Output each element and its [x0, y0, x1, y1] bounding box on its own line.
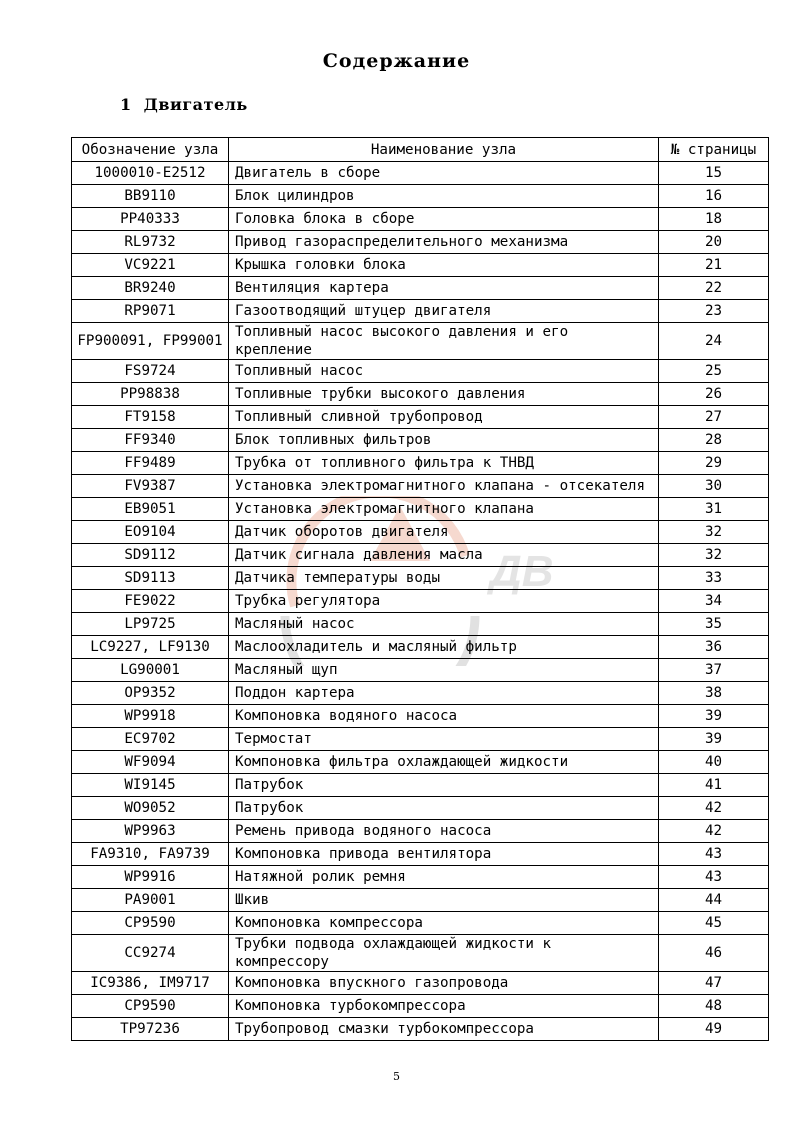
table-row: [72, 475, 769, 498]
cell-code: LP9725: [72, 613, 229, 636]
table-row: [72, 751, 769, 774]
column-header-code: Обозначение узла: [72, 138, 229, 162]
table-row: [72, 705, 769, 728]
cell-name: Датчик сигнала давления масла: [229, 544, 659, 567]
cell-code: WP9916: [72, 866, 229, 889]
cell-name: Патрубок: [229, 774, 659, 797]
cell-name: Компоновка фильтра охлаждающей жидкости: [229, 751, 659, 774]
cell-code: BR9240: [72, 277, 229, 300]
cell-name: Датчика температуры воды: [229, 567, 659, 590]
cell-page: 49: [659, 1018, 769, 1041]
cell-page: 41: [659, 774, 769, 797]
cell-code: CP9590: [72, 995, 229, 1018]
cell-name: Газоотводящий штуцер двигателя: [229, 300, 659, 323]
cell-code: EO9104: [72, 521, 229, 544]
cell-page: 29: [659, 452, 769, 475]
table-row: [72, 300, 769, 323]
cell-name: Крышка головки блока: [229, 254, 659, 277]
table-row: [72, 935, 769, 972]
cell-page: 22: [659, 277, 769, 300]
cell-page: 38: [659, 682, 769, 705]
cell-page: 33: [659, 567, 769, 590]
table-row: [72, 208, 769, 231]
cell-name: Блок топливных фильтров: [229, 429, 659, 452]
cell-name: Компоновка привода вентилятора: [229, 843, 659, 866]
cell-code: SD9112: [72, 544, 229, 567]
table-row: [72, 774, 769, 797]
cell-page: 18: [659, 208, 769, 231]
cell-page: 16: [659, 185, 769, 208]
cell-page: 28: [659, 429, 769, 452]
cell-code: WI9145: [72, 774, 229, 797]
table-row: [72, 544, 769, 567]
cell-name: Трубки подвода охлаждающей жидкости к компрессору: [229, 935, 659, 972]
cell-code: EC9702: [72, 728, 229, 751]
cell-name: Компоновка впускного газопровода: [229, 972, 659, 995]
cell-page: 43: [659, 866, 769, 889]
cell-page: 45: [659, 912, 769, 935]
cell-page: 32: [659, 544, 769, 567]
cell-page: 30: [659, 475, 769, 498]
table-row: [72, 659, 769, 682]
table-row: [72, 843, 769, 866]
cell-code: CP9590: [72, 912, 229, 935]
cell-page: 20: [659, 231, 769, 254]
cell-code: LG90001: [72, 659, 229, 682]
cell-name: Натяжной ролик ремня: [229, 866, 659, 889]
cell-name: Вентиляция картера: [229, 277, 659, 300]
cell-code: LC9227, LF9130: [72, 636, 229, 659]
table-row: [72, 1018, 769, 1041]
cell-name: Масляный насос: [229, 613, 659, 636]
table-row: [72, 360, 769, 383]
cell-page: 25: [659, 360, 769, 383]
cell-name: Трубка регулятора: [229, 590, 659, 613]
cell-name: Головка блока в сборе: [229, 208, 659, 231]
cell-page: 43: [659, 843, 769, 866]
cell-page: 36: [659, 636, 769, 659]
cell-code: FS9724: [72, 360, 229, 383]
cell-code: IC9386, IM9717: [72, 972, 229, 995]
table-row: [72, 452, 769, 475]
cell-name: Топливный насос высокого давления и его крепление: [229, 323, 659, 360]
table-row: [72, 613, 769, 636]
cell-name: Датчик оборотов двигателя: [229, 521, 659, 544]
cell-name: Топливные трубки высокого давления: [229, 383, 659, 406]
section-number: 1: [120, 95, 132, 114]
table-row: [72, 383, 769, 406]
cell-name: Маслоохладитель и масляный фильтр: [229, 636, 659, 659]
cell-page: 32: [659, 521, 769, 544]
cell-name: Двигатель в сборе: [229, 162, 659, 185]
page-number: 5: [393, 1070, 400, 1083]
cell-page: 35: [659, 613, 769, 636]
cell-name: Масляный щуп: [229, 659, 659, 682]
table-row: [72, 406, 769, 429]
table-row: [72, 682, 769, 705]
cell-name: Трубка от топливного фильтра к ТНВД: [229, 452, 659, 475]
section-heading: [120, 94, 248, 116]
cell-page: 48: [659, 995, 769, 1018]
page-title: Содержание: [322, 50, 471, 72]
cell-code: FA9310, FA9739: [72, 843, 229, 866]
cell-page: 23: [659, 300, 769, 323]
cell-code: FP900091, FP99001: [72, 323, 229, 360]
cell-name: Патрубок: [229, 797, 659, 820]
cell-code: WO9052: [72, 797, 229, 820]
cell-code: FF9489: [72, 452, 229, 475]
cell-page: 40: [659, 751, 769, 774]
contents-table: [71, 137, 769, 1041]
table-body: [72, 162, 769, 1041]
table-row: [72, 429, 769, 452]
cell-page: 39: [659, 705, 769, 728]
column-header-page: № страницы: [659, 138, 769, 162]
column-header-name: Наименование узла: [229, 138, 659, 162]
cell-name: Шкив: [229, 889, 659, 912]
cell-code: OP9352: [72, 682, 229, 705]
section-title: Двигатель: [143, 95, 248, 114]
table-row: [72, 185, 769, 208]
table-row: [72, 866, 769, 889]
cell-code: RP9071: [72, 300, 229, 323]
cell-code: FF9340: [72, 429, 229, 452]
cell-name: Установка электромагнитного клапана: [229, 498, 659, 521]
table-row: [72, 162, 769, 185]
cell-page: 26: [659, 383, 769, 406]
cell-code: VC9221: [72, 254, 229, 277]
table-row: [72, 820, 769, 843]
cell-code: FE9022: [72, 590, 229, 613]
cell-page: 37: [659, 659, 769, 682]
cell-code: FT9158: [72, 406, 229, 429]
table-row: [72, 995, 769, 1018]
cell-name: Топливный сливной трубопровод: [229, 406, 659, 429]
cell-name: Блок цилиндров: [229, 185, 659, 208]
cell-page: 31: [659, 498, 769, 521]
cell-name: Трубопровод смазки турбокомпрессора: [229, 1018, 659, 1041]
cell-name: Ремень привода водяного насоса: [229, 820, 659, 843]
table-row: [72, 231, 769, 254]
cell-name: Поддон картера: [229, 682, 659, 705]
table-row: [72, 797, 769, 820]
cell-page: 42: [659, 820, 769, 843]
table-row: [72, 972, 769, 995]
cell-page: 42: [659, 797, 769, 820]
table-row: [72, 521, 769, 544]
cell-name: Компоновка компрессора: [229, 912, 659, 935]
cell-code: BB9110: [72, 185, 229, 208]
cell-page: 24: [659, 323, 769, 360]
watermark-text: ДВ: [490, 547, 554, 596]
table-row: [72, 590, 769, 613]
table-row: [72, 636, 769, 659]
cell-page: 15: [659, 162, 769, 185]
cell-code: TP97236: [72, 1018, 229, 1041]
cell-code: SD9113: [72, 567, 229, 590]
cell-code: PA9001: [72, 889, 229, 912]
cell-page: 46: [659, 935, 769, 972]
cell-page: 44: [659, 889, 769, 912]
cell-name: Установка электромагнитного клапана - отсекателя: [229, 475, 659, 498]
cell-name: Топливный насос: [229, 360, 659, 383]
cell-name: Привод газораспределительного механизма: [229, 231, 659, 254]
cell-code: WF9094: [72, 751, 229, 774]
cell-code: CC9274: [72, 935, 229, 972]
cell-code: PP40333: [72, 208, 229, 231]
cell-page: 47: [659, 972, 769, 995]
cell-code: PP98838: [72, 383, 229, 406]
cell-page: 27: [659, 406, 769, 429]
cell-code: EB9051: [72, 498, 229, 521]
table-row: [72, 889, 769, 912]
table-header-row: [72, 138, 769, 162]
cell-page: 21: [659, 254, 769, 277]
cell-page: 34: [659, 590, 769, 613]
table-row: [72, 912, 769, 935]
table-row: [72, 728, 769, 751]
table-row: [72, 498, 769, 521]
cell-name: Компоновка водяного насоса: [229, 705, 659, 728]
cell-code: FV9387: [72, 475, 229, 498]
cell-code: 1000010-E2512: [72, 162, 229, 185]
cell-code: WP9918: [72, 705, 229, 728]
cell-page: 39: [659, 728, 769, 751]
cell-name: Компоновка турбокомпрессора: [229, 995, 659, 1018]
cell-code: WP9963: [72, 820, 229, 843]
table-row: [72, 277, 769, 300]
cell-name: Термостат: [229, 728, 659, 751]
table-row: [72, 254, 769, 277]
table-row: [72, 323, 769, 360]
cell-code: RL9732: [72, 231, 229, 254]
table-row: [72, 567, 769, 590]
